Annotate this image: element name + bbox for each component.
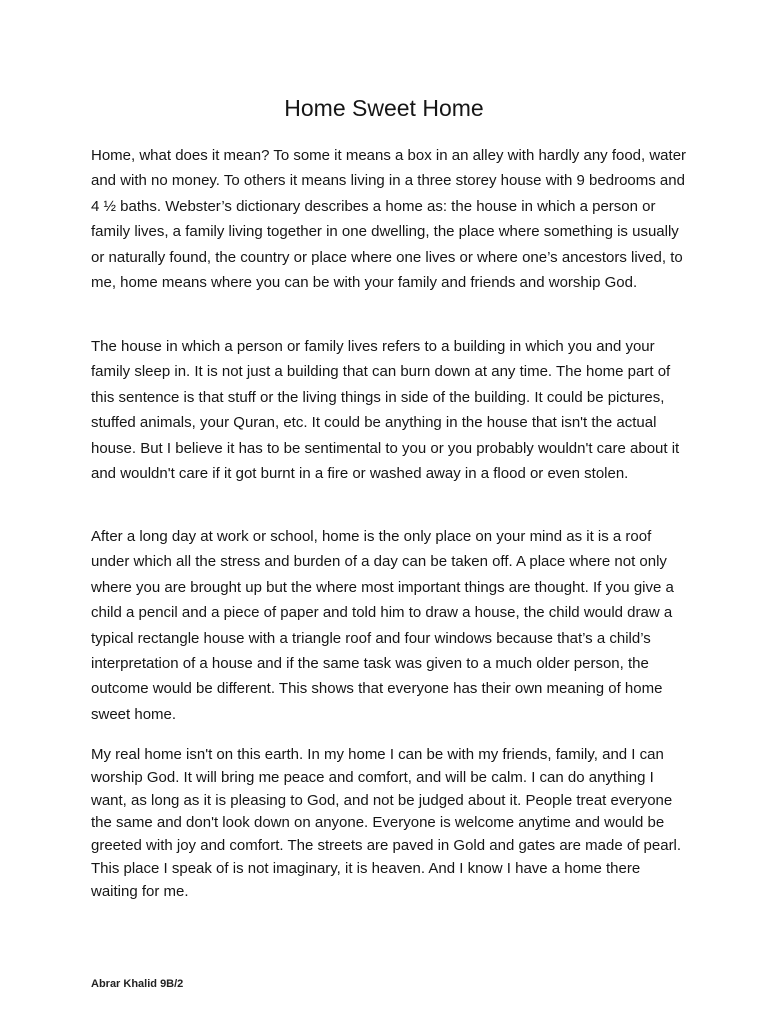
paragraph-4: My real home isn't on this earth. In my home I can be with my friends, family, and I can worship God. It will bring me peace and comfort, and will be calm. I can do anything I want, as long as it is pleasing to God, and not be judged about it. People treat everyone the same and don't look down on anyone. Everyone is welcome anytime and would be greeted with joy and comfort. The streets are paved in Gold and gates are made of pearl. This place I speak of is not imaginary, it is heaven. And I know I have a home there waiting for me.: [91, 746, 682, 900]
paragraph-3: After a long day at work or school, home is the only place on your mind as it is a roof under which all the stress and burden of a day can be taken off. A place where not only where you are brought up but the where most important things are thought. If you give a child a pencil and a piece of paper and told him to draw a house, the child would draw a typical rectangle house with a triangle roof and four windows because that’s a child’s interpretation of a house and if the same task was given to a much older person, the outcome would be different. This shows that everyone has their own meaning of home sweet home.: [91, 528, 674, 723]
document-title: Home Sweet Home: [284, 95, 484, 121]
paragraph-2: The house in which a person or family lives refers to a building in which you and your family sleep in. It is not just a building that can burn down at any time. The home part of this sentence is that stuff or the living things in side of the building. It could be pictures, stuffed animals, your Quran, etc. It could be anything in the house that isn't the actual house. But I believe it has to be sentimental to you or you probably wouldn't care about it and wouldn't care if it got burnt in a fire or washed away in a flood or even stolen.: [91, 338, 680, 483]
author-signature: Abrar Khalid 9B/2: [91, 978, 184, 990]
paragraph-1: Home, what does it mean? To some it means a box in an alley with hardly any food, water and with no money. To others it means living in a three storey house with 9 bedrooms and 4 ½ baths. Webster’s dictionary describes a home as: the house in which a person or family lives, a family living together in one dwelling, the place where something is usually or naturally found, the country or place where one lives or where one’s ancestors lived, to me, home means where you can be with your family and friends and worship God.: [91, 147, 687, 292]
